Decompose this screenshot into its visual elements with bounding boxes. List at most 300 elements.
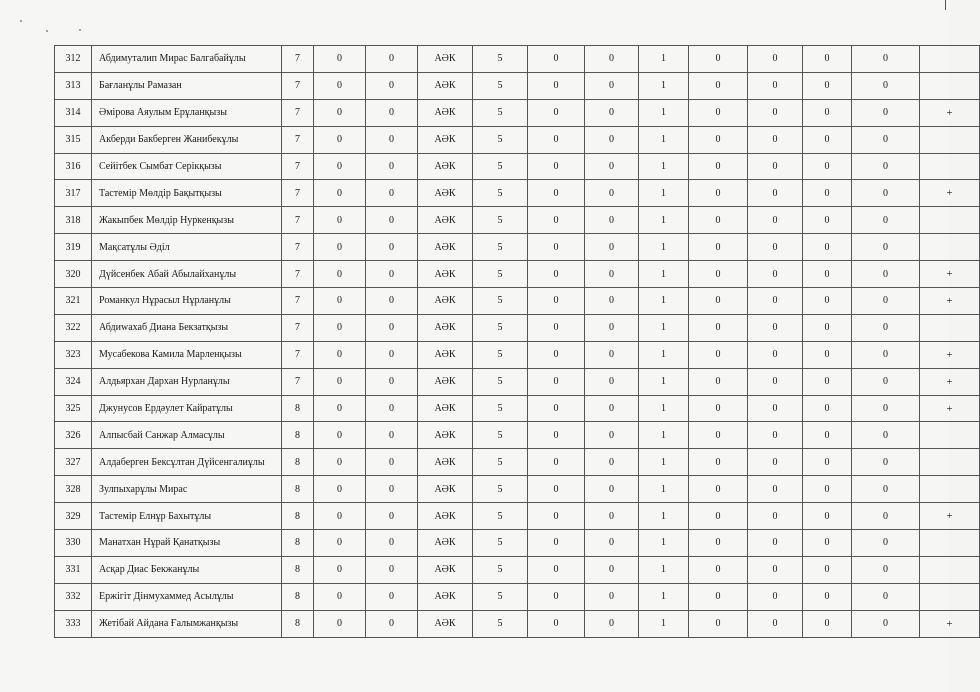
value-cell-1: 0 [314,556,366,583]
value-cell-6: 1 [639,556,689,583]
value-cell-2: 0 [366,180,418,207]
value-cell-10: 0 [852,153,920,180]
value-cell-2: 0 [366,449,418,476]
value-cell-10: 0 [852,556,920,583]
value-cell-1: 0 [314,395,366,422]
value-cell-7: 0 [689,556,748,583]
value-cell-9: 0 [803,341,852,368]
value-cell-1: 0 [314,288,366,315]
value-cell-6: 1 [639,610,689,637]
value-cell-8: 0 [748,583,803,610]
value-cell-10: 0 [852,503,920,530]
value-cell-1: 0 [314,153,366,180]
value-cell-3: 5 [473,46,528,73]
value-cell-8: 0 [748,207,803,234]
value-cell-5: 0 [585,583,639,610]
grade-cell: 7 [282,341,314,368]
row-number-cell: 312 [55,46,92,73]
value-cell-10: 0 [852,72,920,99]
value-cell-3: 5 [473,610,528,637]
value-cell-5: 0 [585,180,639,207]
category-cell: АӘК [418,261,473,288]
value-cell-5: 0 [585,72,639,99]
value-cell-9: 0 [803,395,852,422]
mark-cell [920,314,980,341]
category-cell: АӘК [418,46,473,73]
value-cell-8: 0 [748,126,803,153]
value-cell-7: 0 [689,72,748,99]
value-cell-10: 0 [852,126,920,153]
value-cell-4: 0 [528,583,585,610]
value-cell-3: 5 [473,341,528,368]
value-cell-9: 0 [803,234,852,261]
value-cell-2: 0 [366,99,418,126]
value-cell-3: 5 [473,153,528,180]
value-cell-8: 0 [748,234,803,261]
row-number-cell: 331 [55,556,92,583]
value-cell-5: 0 [585,610,639,637]
value-cell-9: 0 [803,153,852,180]
grade-cell: 7 [282,153,314,180]
table-row [55,261,980,288]
value-cell-5: 0 [585,368,639,395]
grade-cell: 7 [282,314,314,341]
value-cell-3: 5 [473,449,528,476]
value-cell-1: 0 [314,180,366,207]
mark-cell [920,449,980,476]
value-cell-6: 1 [639,46,689,73]
category-cell: АӘК [418,234,473,261]
value-cell-3: 5 [473,556,528,583]
value-cell-6: 1 [639,583,689,610]
value-cell-1: 0 [314,449,366,476]
value-cell-2: 0 [366,314,418,341]
table-row [55,556,980,583]
value-cell-7: 0 [689,180,748,207]
value-cell-7: 0 [689,395,748,422]
mark-cell: + [920,180,980,207]
value-cell-7: 0 [689,288,748,315]
value-cell-5: 0 [585,261,639,288]
value-cell-7: 0 [689,368,748,395]
value-cell-6: 1 [639,314,689,341]
student-name-cell: Жетібай Айдана Ғалымжанқызы [92,610,282,637]
category-cell: АӘК [418,556,473,583]
value-cell-1: 0 [314,530,366,557]
grade-cell: 8 [282,556,314,583]
student-name-cell: Сейітбек Сымбат Серікқызы [92,153,282,180]
row-number-cell: 332 [55,583,92,610]
value-cell-10: 0 [852,234,920,261]
value-cell-3: 5 [473,72,528,99]
value-cell-6: 1 [639,422,689,449]
value-cell-4: 0 [528,530,585,557]
value-cell-10: 0 [852,395,920,422]
table-row [55,422,980,449]
scan-speck [46,30,48,32]
value-cell-10: 0 [852,422,920,449]
mark-cell [920,583,980,610]
student-name-cell: Әмірова Аяулым Ерұланқызы [92,99,282,126]
mark-cell [920,476,980,503]
value-cell-6: 1 [639,261,689,288]
grade-cell: 8 [282,530,314,557]
value-cell-9: 0 [803,556,852,583]
value-cell-7: 0 [689,341,748,368]
table-row [55,341,980,368]
value-cell-6: 1 [639,234,689,261]
value-cell-2: 0 [366,610,418,637]
value-cell-2: 0 [366,288,418,315]
category-cell: АӘК [418,422,473,449]
grade-cell: 8 [282,476,314,503]
value-cell-7: 0 [689,476,748,503]
grade-cell: 8 [282,503,314,530]
value-cell-10: 0 [852,314,920,341]
value-cell-9: 0 [803,449,852,476]
value-cell-2: 0 [366,476,418,503]
value-cell-6: 1 [639,449,689,476]
value-cell-7: 0 [689,610,748,637]
value-cell-7: 0 [689,261,748,288]
mark-cell: + [920,341,980,368]
value-cell-4: 0 [528,422,585,449]
value-cell-2: 0 [366,234,418,261]
grade-cell: 7 [282,207,314,234]
value-cell-6: 1 [639,368,689,395]
grade-cell: 8 [282,610,314,637]
grade-cell: 7 [282,288,314,315]
value-cell-5: 0 [585,234,639,261]
value-cell-10: 0 [852,530,920,557]
value-cell-5: 0 [585,126,639,153]
row-number-cell: 320 [55,261,92,288]
value-cell-7: 0 [689,153,748,180]
value-cell-3: 5 [473,180,528,207]
value-cell-1: 0 [314,503,366,530]
value-cell-7: 0 [689,234,748,261]
value-cell-4: 0 [528,153,585,180]
value-cell-10: 0 [852,583,920,610]
mark-cell: + [920,368,980,395]
grade-cell: 7 [282,368,314,395]
student-name-cell: Мақсатұлы Әділ [92,234,282,261]
row-number-cell: 324 [55,368,92,395]
value-cell-4: 0 [528,476,585,503]
table-row [55,449,980,476]
student-name-cell: Тастемір Мөлдір Бақытқызы [92,180,282,207]
table-row [55,46,980,73]
value-cell-1: 0 [314,314,366,341]
value-cell-4: 0 [528,341,585,368]
value-cell-6: 1 [639,395,689,422]
grade-cell: 7 [282,180,314,207]
value-cell-4: 0 [528,503,585,530]
value-cell-8: 0 [748,261,803,288]
student-name-cell: Тастемір Елнұр Бахытұлы [92,503,282,530]
value-cell-10: 0 [852,46,920,73]
value-cell-7: 0 [689,503,748,530]
value-cell-1: 0 [314,476,366,503]
mark-cell [920,207,980,234]
student-name-cell: Дүйсенбек Абай Абылайханұлы [92,261,282,288]
value-cell-2: 0 [366,261,418,288]
value-cell-10: 0 [852,180,920,207]
student-name-cell: Ержігіт Дінмухаммед Асылұлы [92,583,282,610]
value-cell-4: 0 [528,449,585,476]
table-row [55,72,980,99]
value-cell-4: 0 [528,368,585,395]
student-name-cell: Алпысбай Санжар Алмасұлы [92,422,282,449]
row-number-cell: 318 [55,207,92,234]
value-cell-4: 0 [528,99,585,126]
value-cell-3: 5 [473,395,528,422]
value-cell-5: 0 [585,288,639,315]
student-roster-table [54,45,980,638]
student-name-cell: Абдиwахаб Диана Бекзатқызы [92,314,282,341]
grade-cell: 7 [282,46,314,73]
scan-edge-mark [945,0,946,10]
value-cell-6: 1 [639,503,689,530]
table-row [55,234,980,261]
value-cell-1: 0 [314,234,366,261]
mark-cell: + [920,503,980,530]
student-name-cell: Манатхан Нұрай Қанатқызы [92,530,282,557]
value-cell-2: 0 [366,72,418,99]
mark-cell [920,126,980,153]
category-cell: АӘК [418,395,473,422]
value-cell-4: 0 [528,261,585,288]
value-cell-6: 1 [639,153,689,180]
value-cell-2: 0 [366,368,418,395]
value-cell-10: 0 [852,207,920,234]
value-cell-2: 0 [366,207,418,234]
value-cell-9: 0 [803,530,852,557]
value-cell-7: 0 [689,583,748,610]
value-cell-8: 0 [748,556,803,583]
value-cell-2: 0 [366,556,418,583]
student-name-cell: Зулпыхарұлы Мирас [92,476,282,503]
grade-cell: 8 [282,422,314,449]
value-cell-8: 0 [748,314,803,341]
category-cell: АӘК [418,449,473,476]
value-cell-3: 5 [473,530,528,557]
student-name-cell: Асқар Диас Бекжанұлы [92,556,282,583]
category-cell: АӘК [418,314,473,341]
value-cell-9: 0 [803,72,852,99]
value-cell-4: 0 [528,288,585,315]
value-cell-9: 0 [803,180,852,207]
row-number-cell: 317 [55,180,92,207]
value-cell-8: 0 [748,422,803,449]
value-cell-1: 0 [314,99,366,126]
value-cell-3: 5 [473,234,528,261]
value-cell-8: 0 [748,153,803,180]
value-cell-9: 0 [803,46,852,73]
grade-cell: 7 [282,234,314,261]
value-cell-8: 0 [748,99,803,126]
value-cell-7: 0 [689,207,748,234]
table-row [55,99,980,126]
value-cell-10: 0 [852,476,920,503]
mark-cell [920,556,980,583]
value-cell-2: 0 [366,46,418,73]
value-cell-1: 0 [314,126,366,153]
value-cell-3: 5 [473,314,528,341]
row-number-cell: 327 [55,449,92,476]
mark-cell: + [920,261,980,288]
value-cell-3: 5 [473,368,528,395]
mark-cell [920,153,980,180]
value-cell-3: 5 [473,503,528,530]
value-cell-1: 0 [314,72,366,99]
value-cell-9: 0 [803,503,852,530]
value-cell-7: 0 [689,530,748,557]
category-cell: АӘК [418,341,473,368]
value-cell-5: 0 [585,530,639,557]
table-row [55,476,980,503]
value-cell-3: 5 [473,261,528,288]
value-cell-1: 0 [314,261,366,288]
value-cell-2: 0 [366,503,418,530]
value-cell-5: 0 [585,449,639,476]
student-name-cell: Джунусов Ердәулет Кайратұлы [92,395,282,422]
roster-body [55,46,980,638]
grade-cell: 8 [282,583,314,610]
category-cell: АӘК [418,180,473,207]
table-row [55,610,980,637]
value-cell-9: 0 [803,422,852,449]
value-cell-2: 0 [366,530,418,557]
value-cell-8: 0 [748,341,803,368]
grade-cell: 7 [282,99,314,126]
value-cell-4: 0 [528,126,585,153]
value-cell-7: 0 [689,126,748,153]
value-cell-4: 0 [528,180,585,207]
scan-speck [79,29,81,31]
value-cell-8: 0 [748,46,803,73]
value-cell-9: 0 [803,314,852,341]
value-cell-8: 0 [748,503,803,530]
table-row [55,583,980,610]
mark-cell: + [920,288,980,315]
value-cell-5: 0 [585,314,639,341]
value-cell-9: 0 [803,476,852,503]
value-cell-6: 1 [639,99,689,126]
value-cell-10: 0 [852,288,920,315]
value-cell-4: 0 [528,610,585,637]
value-cell-5: 0 [585,503,639,530]
value-cell-6: 1 [639,126,689,153]
grade-cell: 7 [282,261,314,288]
value-cell-6: 1 [639,288,689,315]
value-cell-10: 0 [852,341,920,368]
value-cell-1: 0 [314,583,366,610]
mark-cell [920,422,980,449]
value-cell-3: 5 [473,126,528,153]
value-cell-9: 0 [803,288,852,315]
value-cell-4: 0 [528,556,585,583]
value-cell-9: 0 [803,261,852,288]
mark-cell [920,234,980,261]
row-number-cell: 322 [55,314,92,341]
row-number-cell: 333 [55,610,92,637]
category-cell: АӘК [418,99,473,126]
value-cell-9: 0 [803,126,852,153]
table-row [55,126,980,153]
value-cell-1: 0 [314,46,366,73]
value-cell-7: 0 [689,422,748,449]
table-row [55,207,980,234]
value-cell-4: 0 [528,72,585,99]
row-number-cell: 325 [55,395,92,422]
value-cell-6: 1 [639,476,689,503]
value-cell-2: 0 [366,126,418,153]
grade-cell: 7 [282,72,314,99]
value-cell-9: 0 [803,368,852,395]
value-cell-8: 0 [748,476,803,503]
value-cell-5: 0 [585,99,639,126]
value-cell-5: 0 [585,341,639,368]
student-name-cell: Акберди Бакберген Жанибекұлы [92,126,282,153]
category-cell: АӘК [418,476,473,503]
table-row [55,395,980,422]
value-cell-1: 0 [314,368,366,395]
student-name-cell: Алдаберген Бексұлтан Дүйсенгалиұлы [92,449,282,476]
category-cell: АӘК [418,72,473,99]
mark-cell [920,72,980,99]
value-cell-4: 0 [528,395,585,422]
value-cell-6: 1 [639,341,689,368]
value-cell-4: 0 [528,314,585,341]
row-number-cell: 316 [55,153,92,180]
value-cell-7: 0 [689,46,748,73]
table-row [55,288,980,315]
table-row [55,503,980,530]
scan-speck [20,20,22,22]
value-cell-2: 0 [366,422,418,449]
value-cell-10: 0 [852,449,920,476]
value-cell-8: 0 [748,395,803,422]
value-cell-5: 0 [585,476,639,503]
value-cell-6: 1 [639,72,689,99]
row-number-cell: 313 [55,72,92,99]
value-cell-3: 5 [473,583,528,610]
value-cell-1: 0 [314,341,366,368]
table-row [55,180,980,207]
value-cell-5: 0 [585,207,639,234]
value-cell-4: 0 [528,46,585,73]
table-row [55,314,980,341]
row-number-cell: 329 [55,503,92,530]
value-cell-2: 0 [366,341,418,368]
value-cell-5: 0 [585,153,639,180]
value-cell-3: 5 [473,288,528,315]
row-number-cell: 330 [55,530,92,557]
value-cell-3: 5 [473,99,528,126]
mark-cell [920,530,980,557]
value-cell-2: 0 [366,153,418,180]
row-number-cell: 323 [55,341,92,368]
value-cell-10: 0 [852,368,920,395]
value-cell-3: 5 [473,207,528,234]
value-cell-8: 0 [748,530,803,557]
value-cell-2: 0 [366,583,418,610]
mark-cell [920,46,980,73]
value-cell-8: 0 [748,610,803,637]
student-name-cell: Алдьярхан Дархан Нурланұлы [92,368,282,395]
value-cell-3: 5 [473,476,528,503]
